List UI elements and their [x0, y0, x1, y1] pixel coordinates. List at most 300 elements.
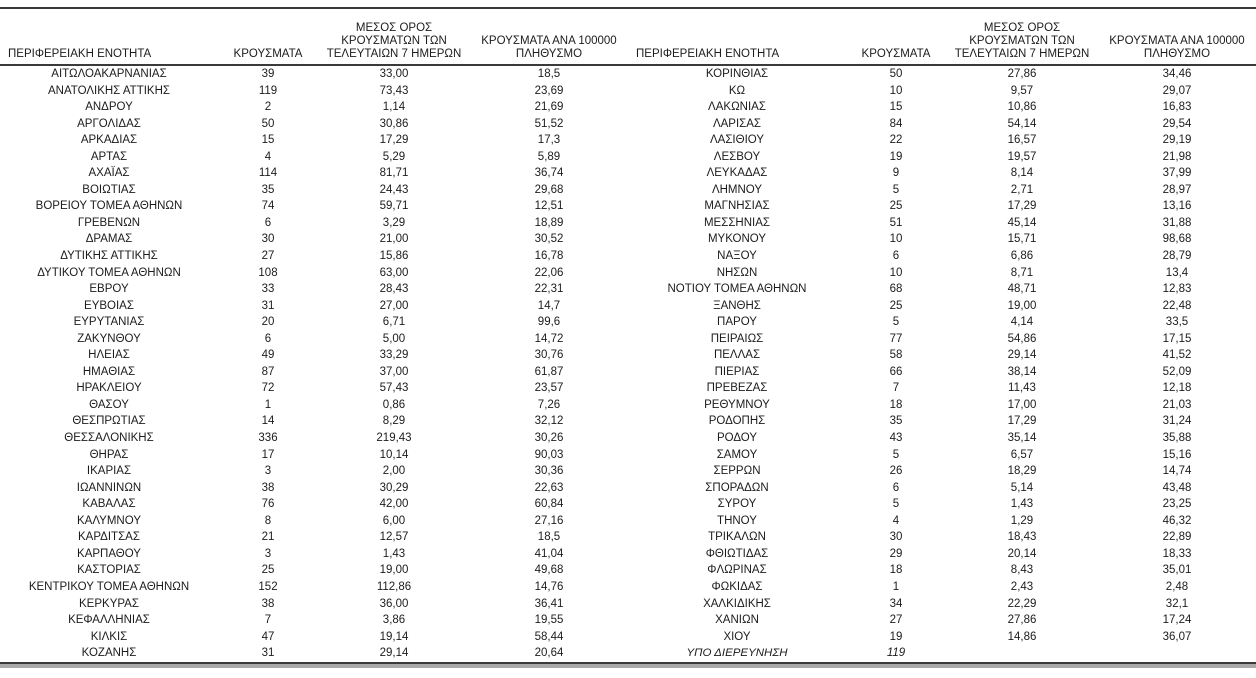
avg7-cell: 33,29	[379, 349, 409, 362]
avg7-cell: 3,86	[382, 614, 406, 627]
per100k-cell: 98,68	[1162, 233, 1192, 246]
cases-cell: 38	[261, 597, 275, 610]
cases-cell: 66	[889, 365, 903, 378]
per100k-cell: 16,83	[1162, 101, 1192, 114]
region-cell: ΡΕΘΥΜΝΟΥ	[704, 398, 770, 411]
col-header-per100k-right	[1098, 8, 1256, 65]
header-label: ΜΕΣΟΣ ΟΡΟΣ	[983, 22, 1061, 34]
cases-cell: 51	[889, 216, 903, 229]
per100k-cell: 29,68	[534, 183, 564, 196]
region-cell: ΔΡΑΜΑΣ	[85, 233, 133, 246]
per100k-cell: 18,89	[534, 216, 564, 229]
header-label: ΠΛΗΘΥΣΜΟ	[1143, 48, 1211, 60]
avg7-cell: 10,86	[1007, 101, 1037, 114]
per100k-cell: 19,55	[534, 614, 564, 627]
cases-cell: 6	[264, 216, 272, 229]
header-label: ΚΡΟΥΣΜΑΤΑ ΑΝΑ 100000	[481, 35, 617, 47]
per100k-cell: 52,09	[1162, 365, 1192, 378]
table-row	[0, 281, 1256, 298]
avg7-cell: 5,00	[382, 332, 406, 345]
per100k-cell: 12,83	[1162, 283, 1192, 296]
per100k-cell: 12,51	[534, 200, 564, 213]
region-cell: ΙΚΑΡΙΑΣ	[86, 465, 132, 478]
cases-cell: 33	[261, 283, 275, 296]
table-row	[0, 380, 1256, 397]
avg7-cell: 29,14	[379, 647, 409, 660]
table-row	[0, 397, 1256, 414]
cases-cell: 9	[892, 167, 900, 180]
cases-cell: 3	[264, 465, 272, 478]
region-cell: ΜΕΣΣΗΝΙΑΣ	[703, 216, 771, 229]
header-label: ΚΡΟΥΣΜΑΤΑ	[861, 48, 931, 60]
cases-cell: 25	[261, 564, 275, 577]
cases-cell: 5	[892, 316, 900, 329]
per100k-cell: 13,4	[1165, 266, 1189, 279]
avg7-cell: 2,71	[1010, 183, 1034, 196]
per100k-cell: 58,44	[534, 630, 564, 643]
avg7-cell: 37,00	[379, 365, 409, 378]
region-cell: ΦΛΩΡΙΝΑΣ	[707, 564, 767, 577]
col-header-cases-left	[218, 8, 318, 65]
avg7-cell: 36,00	[379, 597, 409, 610]
region-cell: ΚΑΡΔΙΤΣΑΣ	[78, 531, 140, 544]
per100k-cell: 18,5	[537, 68, 561, 80]
per100k-cell: 33,5	[1165, 316, 1189, 329]
cases-cell: 38	[261, 481, 275, 494]
table-row	[0, 413, 1256, 430]
per100k-cell: 30,76	[534, 349, 564, 362]
avg7-cell: 63,00	[379, 266, 409, 279]
per100k-cell: 31,24	[1162, 415, 1192, 428]
avg7-cell: 29,14	[1007, 349, 1037, 362]
region-cell: ΘΕΣΠΡΩΤΙΑΣ	[72, 415, 146, 428]
cases-cell: 84	[889, 117, 903, 130]
col-header-region-right	[628, 8, 846, 65]
region-cell: ΗΡΑΚΛΕΙΟΥ	[76, 382, 142, 395]
cases-cell: 4	[264, 150, 272, 163]
cases-cell: 77	[889, 332, 903, 345]
avg7-cell: 6,71	[382, 316, 406, 329]
avg7-cell: 6,86	[1010, 250, 1034, 263]
region-cell: ΔΥΤΙΚΗΣ ΑΤΤΙΚΗΣ	[60, 250, 158, 263]
region-cell: ΛΑΣΙΘΙΟΥ	[709, 134, 765, 147]
cases-cell: 114	[258, 167, 278, 180]
header-row	[0, 8, 1256, 65]
per100k-cell: 12,18	[1162, 382, 1192, 395]
table-row	[0, 231, 1256, 248]
col-header-region-left	[0, 8, 218, 65]
col-header-avg7-left	[318, 8, 470, 65]
per100k-cell: 35,88	[1162, 432, 1192, 445]
avg7-cell: 1,29	[1010, 514, 1034, 527]
avg7-cell: 57,43	[379, 382, 409, 395]
table-row	[0, 529, 1256, 546]
avg7-cell: 12,57	[379, 531, 409, 544]
cases-cell: 30	[261, 233, 275, 246]
region-cell: ΑΝΑΤΟΛΙΚΗΣ ΑΤΤΙΚΗΣ	[47, 84, 170, 97]
per100k-cell: 7,26	[537, 398, 561, 411]
header-label: ΚΡΟΥΣΜΑΤΑ ΑΝΑ 100000	[1109, 35, 1245, 47]
avg7-cell: 6,57	[1010, 448, 1034, 461]
region-cell: ΝΑΞΟΥ	[717, 250, 757, 263]
cases-cell: 18	[889, 398, 903, 411]
table-row	[0, 347, 1256, 364]
table-row	[0, 364, 1256, 381]
table-row	[0, 298, 1256, 315]
region-cell: ΝΟΤΙΟΥ ΤΟΜΕΑ ΑΘΗΝΩΝ	[667, 283, 807, 296]
cases-cell: 29	[889, 547, 903, 560]
avg7-cell: 73,43	[379, 84, 409, 97]
cases-cell: 22	[889, 134, 903, 147]
cases-cell: 6	[892, 250, 900, 263]
cases-cell: 1	[892, 580, 900, 593]
per100k-cell: 29,54	[1162, 117, 1192, 130]
table-row	[0, 83, 1256, 100]
per100k-cell: 28,79	[1162, 250, 1192, 263]
avg7-cell	[946, 645, 1098, 662]
avg7-cell: 81,71	[379, 167, 409, 180]
table-row	[0, 265, 1256, 282]
per100k-cell: 49,68	[534, 564, 564, 577]
cases-cell: 18	[889, 564, 903, 577]
cases-cell: 76	[261, 498, 275, 511]
per100k-cell: 14,72	[534, 332, 564, 345]
cases-cell: 19	[889, 630, 903, 643]
avg7-cell: 4,14	[1010, 316, 1034, 329]
cases-cell: 31	[261, 647, 275, 660]
avg7-cell: 19,14	[379, 630, 409, 643]
cases-cell: 8	[264, 514, 272, 527]
cases-cell: 3	[264, 547, 272, 560]
cases-cell: 5	[892, 498, 900, 511]
cases-cell: 43	[889, 432, 903, 445]
cases-cell: 19	[889, 150, 903, 163]
region-cell: ΑΡΤΑΣ	[90, 150, 128, 163]
region-cell: ΚΕΡΚΥΡΑΣ	[79, 597, 139, 610]
table-row	[0, 165, 1256, 182]
region-cell: ΚΑΣΤΟΡΙΑΣ	[77, 564, 141, 577]
per100k-cell: 18,33	[1162, 547, 1192, 560]
region-cell: ΚΕΦΑΛΛΗΝΙΑΣ	[68, 614, 150, 627]
table-row	[0, 215, 1256, 232]
per100k-cell: 18,5	[537, 531, 561, 544]
per100k-cell: 37,99	[1162, 167, 1192, 180]
per100k-cell: 16,78	[534, 250, 564, 263]
cases-cell: 34	[889, 597, 903, 610]
col-header-cases-right	[846, 8, 946, 65]
per100k-cell: 22,89	[1162, 531, 1192, 544]
region-cell: ΧΑΛΚΙΔΙΚΗΣ	[703, 597, 771, 610]
avg7-cell: 15,71	[1007, 233, 1037, 246]
avg7-cell: 33,00	[379, 68, 409, 80]
header-label: ΠΕΡΙΦΕΡΕΙΑΚΗ ΕΝΟΤΗΤΑ	[8, 48, 152, 60]
cases-cell: 1	[264, 398, 272, 411]
table-row	[0, 116, 1256, 133]
region-cell: ΕΒΡΟΥ	[89, 283, 129, 296]
per100k-cell: 14,7	[537, 299, 561, 312]
cases-cell: 10	[889, 233, 903, 246]
region-cell: ΣΑΜΟΥ	[716, 448, 758, 461]
per100k-cell: 22,48	[1162, 299, 1192, 312]
cases-cell: 50	[889, 68, 903, 80]
avg7-cell: 6,00	[382, 514, 406, 527]
table-row	[0, 331, 1256, 348]
table-row	[0, 629, 1256, 646]
region-cell: ΒΟΡΕΙΟΥ ΤΟΜΕΑ ΑΘΗΝΩΝ	[35, 200, 183, 213]
per100k-cell: 60,84	[534, 498, 564, 511]
table-row	[0, 182, 1256, 199]
cases-cell: 2	[264, 101, 272, 114]
per100k-cell: 22,63	[534, 481, 564, 494]
cases-cell: 4	[892, 514, 900, 527]
avg7-cell: 8,71	[1010, 266, 1034, 279]
cases-cell: 108	[258, 266, 278, 279]
avg7-cell: 17,29	[1007, 200, 1037, 213]
region-cell: ΣΥΡΟΥ	[717, 498, 757, 511]
avg7-cell: 1,43	[382, 547, 406, 560]
region-cell: ΜΥΚΟΝΟΥ	[707, 233, 767, 246]
table-row	[0, 579, 1256, 596]
col-header-per100k-left	[470, 8, 628, 65]
table-row	[0, 596, 1256, 613]
table-row	[0, 562, 1256, 579]
region-cell: ΜΑΓΝΗΣΙΑΣ	[704, 200, 770, 213]
cases-cell: 72	[261, 382, 275, 395]
per100k-cell: 14,74	[1162, 465, 1192, 478]
region-cell: ΖΑΚΥΝΘΟΥ	[77, 332, 141, 345]
table-row	[0, 198, 1256, 215]
region-cell: ΚΑΒΑΛΑΣ	[82, 498, 136, 511]
per100k-cell: 32,1	[1165, 597, 1189, 610]
cases-cell: 15	[261, 134, 275, 147]
table-row	[0, 430, 1256, 447]
table-body	[0, 65, 1256, 662]
avg7-cell: 5,29	[382, 150, 406, 163]
cases-cell: 336	[258, 432, 278, 445]
cases-cell: 27	[261, 250, 275, 263]
per100k-cell: 30,26	[534, 432, 564, 445]
table-row	[0, 248, 1256, 265]
avg7-cell: 3,29	[382, 216, 406, 229]
cases-cell: 7	[264, 614, 272, 627]
per100k-cell: 17,24	[1162, 614, 1192, 627]
cases-cell: 47	[261, 630, 275, 643]
per100k-cell: 13,16	[1162, 200, 1192, 213]
avg7-cell: 27,86	[1007, 68, 1037, 80]
avg7-cell: 2,00	[382, 465, 406, 478]
cases-cell: 21	[261, 531, 275, 544]
region-cell: ΘΗΡΑΣ	[89, 448, 129, 461]
avg7-cell: 8,29	[382, 415, 406, 428]
region-cell: ΡΟΔΟΥ	[716, 432, 758, 445]
per100k-cell: 21,03	[1162, 398, 1192, 411]
header-label: ΠΛΗΘΥΣΜΟ	[515, 48, 583, 60]
per100k-cell: 61,87	[534, 365, 564, 378]
per100k-cell: 21,69	[534, 101, 564, 114]
avg7-cell: 8,43	[1010, 564, 1034, 577]
region-cell: ΑΧΑΪΑΣ	[88, 167, 130, 180]
cases-cell: 25	[889, 299, 903, 312]
region-cell: ΠΑΡΟΥ	[717, 316, 757, 329]
avg7-cell: 15,86	[379, 250, 409, 263]
region-cell: ΚΑΛΥΜΝΟΥ	[77, 514, 141, 527]
per100k-cell: 41,04	[534, 547, 564, 560]
avg7-cell: 9,57	[1010, 84, 1034, 97]
per100k-cell: 99,6	[537, 316, 561, 329]
region-cell: ΤΡΙΚΑΛΩΝ	[708, 531, 766, 544]
cases-cell: 87	[261, 365, 275, 378]
avg7-cell: 18,29	[1007, 465, 1037, 478]
cases-cell: 6	[892, 481, 900, 494]
header-label: ΠΕΡΙΦΕΡΕΙΑΚΗ ΕΝΟΤΗΤΑ	[636, 48, 780, 60]
avg7-cell: 54,14	[1007, 117, 1037, 130]
avg7-cell: 14,86	[1007, 630, 1037, 643]
table-row	[0, 645, 1256, 662]
avg7-cell: 54,86	[1007, 332, 1037, 345]
avg7-cell: 5,14	[1010, 481, 1034, 494]
region-cell: ΥΠΟ ΔΙΕΡΕΥΝΗΣΗ	[686, 647, 788, 660]
cases-cell: 152	[258, 580, 278, 593]
region-cell: ΣΕΡΡΩΝ	[713, 465, 761, 478]
region-cell: ΤΗΝΟΥ	[717, 514, 757, 527]
avg7-cell: 0,86	[382, 398, 406, 411]
avg7-cell: 16,57	[1007, 134, 1037, 147]
avg7-cell: 45,14	[1007, 216, 1037, 229]
table-row	[0, 314, 1256, 331]
per100k-cell: 17,15	[1162, 332, 1192, 345]
cases-cell: 5	[892, 448, 900, 461]
avg7-cell: 24,43	[379, 183, 409, 196]
per100k-cell: 14,76	[534, 580, 564, 593]
region-cell: ΒΟΙΩΤΙΑΣ	[82, 183, 136, 196]
header-label: ΤΕΛΕΥΤΑΙΩΝ 7 ΗΜΕΡΩΝ	[326, 48, 462, 60]
avg7-cell: 30,86	[379, 117, 409, 130]
per100k-cell: 46,32	[1162, 514, 1192, 527]
avg7-cell: 20,14	[1007, 547, 1037, 560]
region-cell: ΑΝΔΡΟΥ	[85, 101, 133, 114]
region-cell: ΧΙΟΥ	[723, 630, 751, 643]
covid-regional-table	[0, 7, 1256, 662]
avg7-cell: 8,14	[1010, 167, 1034, 180]
region-cell: ΚΙΛΚΙΣ	[90, 630, 128, 643]
cases-cell: 10	[889, 266, 903, 279]
avg7-cell: 18,43	[1007, 531, 1037, 544]
region-cell: ΛΑΚΩΝΙΑΣ	[708, 101, 766, 114]
cases-cell: 119	[886, 647, 906, 660]
region-cell: ΚΑΡΠΑΘΟΥ	[77, 547, 141, 560]
header-label: ΚΡΟΥΣΜΑΤΩΝ ΤΩΝ	[341, 35, 447, 47]
avg7-cell: 21,00	[379, 233, 409, 246]
per100k-cell: 36,74	[534, 167, 564, 180]
table-header	[0, 8, 1256, 65]
region-cell: ΣΠΟΡΑΔΩΝ	[705, 481, 769, 494]
region-cell: ΗΛΕΙΑΣ	[88, 349, 130, 362]
table-row	[0, 132, 1256, 149]
region-cell: ΕΥΒΟΙΑΣ	[84, 299, 134, 312]
per100k-cell: 34,46	[1162, 68, 1192, 80]
per100k-cell: 35,01	[1162, 564, 1192, 577]
cases-cell: 31	[261, 299, 275, 312]
per100k-cell: 21,98	[1162, 150, 1192, 163]
per100k-cell: 30,36	[534, 465, 564, 478]
avg7-cell: 19,00	[379, 564, 409, 577]
per100k-cell: 51,52	[534, 117, 564, 130]
table-row	[0, 496, 1256, 513]
avg7-cell: 10,14	[379, 448, 409, 461]
cases-cell: 10	[889, 84, 903, 97]
avg7-cell: 17,29	[1007, 415, 1037, 428]
header-label: ΤΕΛΕΥΤΑΙΩΝ 7 ΗΜΕΡΩΝ	[954, 48, 1090, 60]
header-label: ΜΕΣΟΣ ΟΡΟΣ	[355, 22, 433, 34]
cases-cell: 17	[261, 448, 275, 461]
avg7-cell: 27,00	[379, 299, 409, 312]
table-row	[0, 612, 1256, 629]
region-cell: ΕΥΡΥΤΑΝΙΑΣ	[73, 316, 145, 329]
region-cell: ΛΗΜΝΟΥ	[711, 183, 763, 196]
table-row	[0, 65, 1256, 83]
region-cell: ΚΟΡΙΝΘΙΑΣ	[705, 68, 769, 80]
region-cell: ΠΕΙΡΑΙΩΣ	[710, 332, 764, 345]
cases-cell: 35	[889, 415, 903, 428]
table-row	[0, 480, 1256, 497]
per100k-cell: 22,31	[534, 283, 564, 296]
region-cell: ΞΑΝΘΗΣ	[713, 299, 761, 312]
avg7-cell: 19,57	[1007, 150, 1037, 163]
per100k-cell: 15,16	[1162, 448, 1192, 461]
cases-cell: 5	[892, 183, 900, 196]
avg7-cell: 1,14	[382, 101, 406, 114]
avg7-cell: 112,86	[376, 580, 412, 593]
cases-cell: 68	[889, 283, 903, 296]
region-cell: ΛΕΥΚΑΔΑΣ	[706, 167, 768, 180]
per100k-cell: 5,89	[537, 150, 561, 163]
per100k-cell: 90,03	[534, 448, 564, 461]
table-row	[0, 99, 1256, 116]
region-cell: ΠΕΛΛΑΣ	[713, 349, 761, 362]
cases-cell: 27	[889, 614, 903, 627]
cases-cell: 35	[261, 183, 275, 196]
per100k-cell: 41,52	[1162, 349, 1192, 362]
region-cell: ΙΩΑΝΝΙΝΩΝ	[76, 481, 142, 494]
region-cell: ΡΟΔΟΠΗΣ	[708, 415, 766, 428]
per100k-cell	[1098, 645, 1256, 662]
per100k-cell: 23,69	[534, 84, 564, 97]
avg7-cell: 35,14	[1007, 432, 1037, 445]
per100k-cell: 32,12	[534, 415, 564, 428]
avg7-cell: 28,43	[379, 283, 409, 296]
header-label: ΚΡΟΥΣΜΑΤΑ	[233, 48, 303, 60]
header-label: ΚΡΟΥΣΜΑΤΩΝ ΤΩΝ	[969, 35, 1075, 47]
region-cell: ΑΡΚΑΔΙΑΣ	[80, 134, 138, 147]
table-row	[0, 463, 1256, 480]
table-row	[0, 149, 1256, 166]
bottom-rule-gray	[0, 664, 1256, 668]
region-cell: ΝΗΣΩΝ	[716, 266, 758, 279]
cases-cell: 49	[261, 349, 275, 362]
avg7-cell: 219,43	[376, 432, 412, 445]
avg7-cell: 19,00	[1007, 299, 1037, 312]
per100k-cell: 29,07	[1162, 84, 1192, 97]
cases-cell: 25	[889, 200, 903, 213]
region-cell: ΚΟΖΑΝΗΣ	[81, 647, 137, 660]
cases-cell: 6	[264, 332, 272, 345]
avg7-cell: 17,00	[1007, 398, 1037, 411]
avg7-cell: 11,43	[1008, 382, 1036, 395]
per100k-cell: 20,64	[534, 647, 564, 660]
region-cell: ΔΥΤΙΚΟΥ ΤΟΜΕΑ ΑΘΗΝΩΝ	[37, 266, 181, 279]
cases-cell: 74	[261, 200, 275, 213]
region-cell: ΗΜΑΘΙΑΣ	[82, 365, 136, 378]
